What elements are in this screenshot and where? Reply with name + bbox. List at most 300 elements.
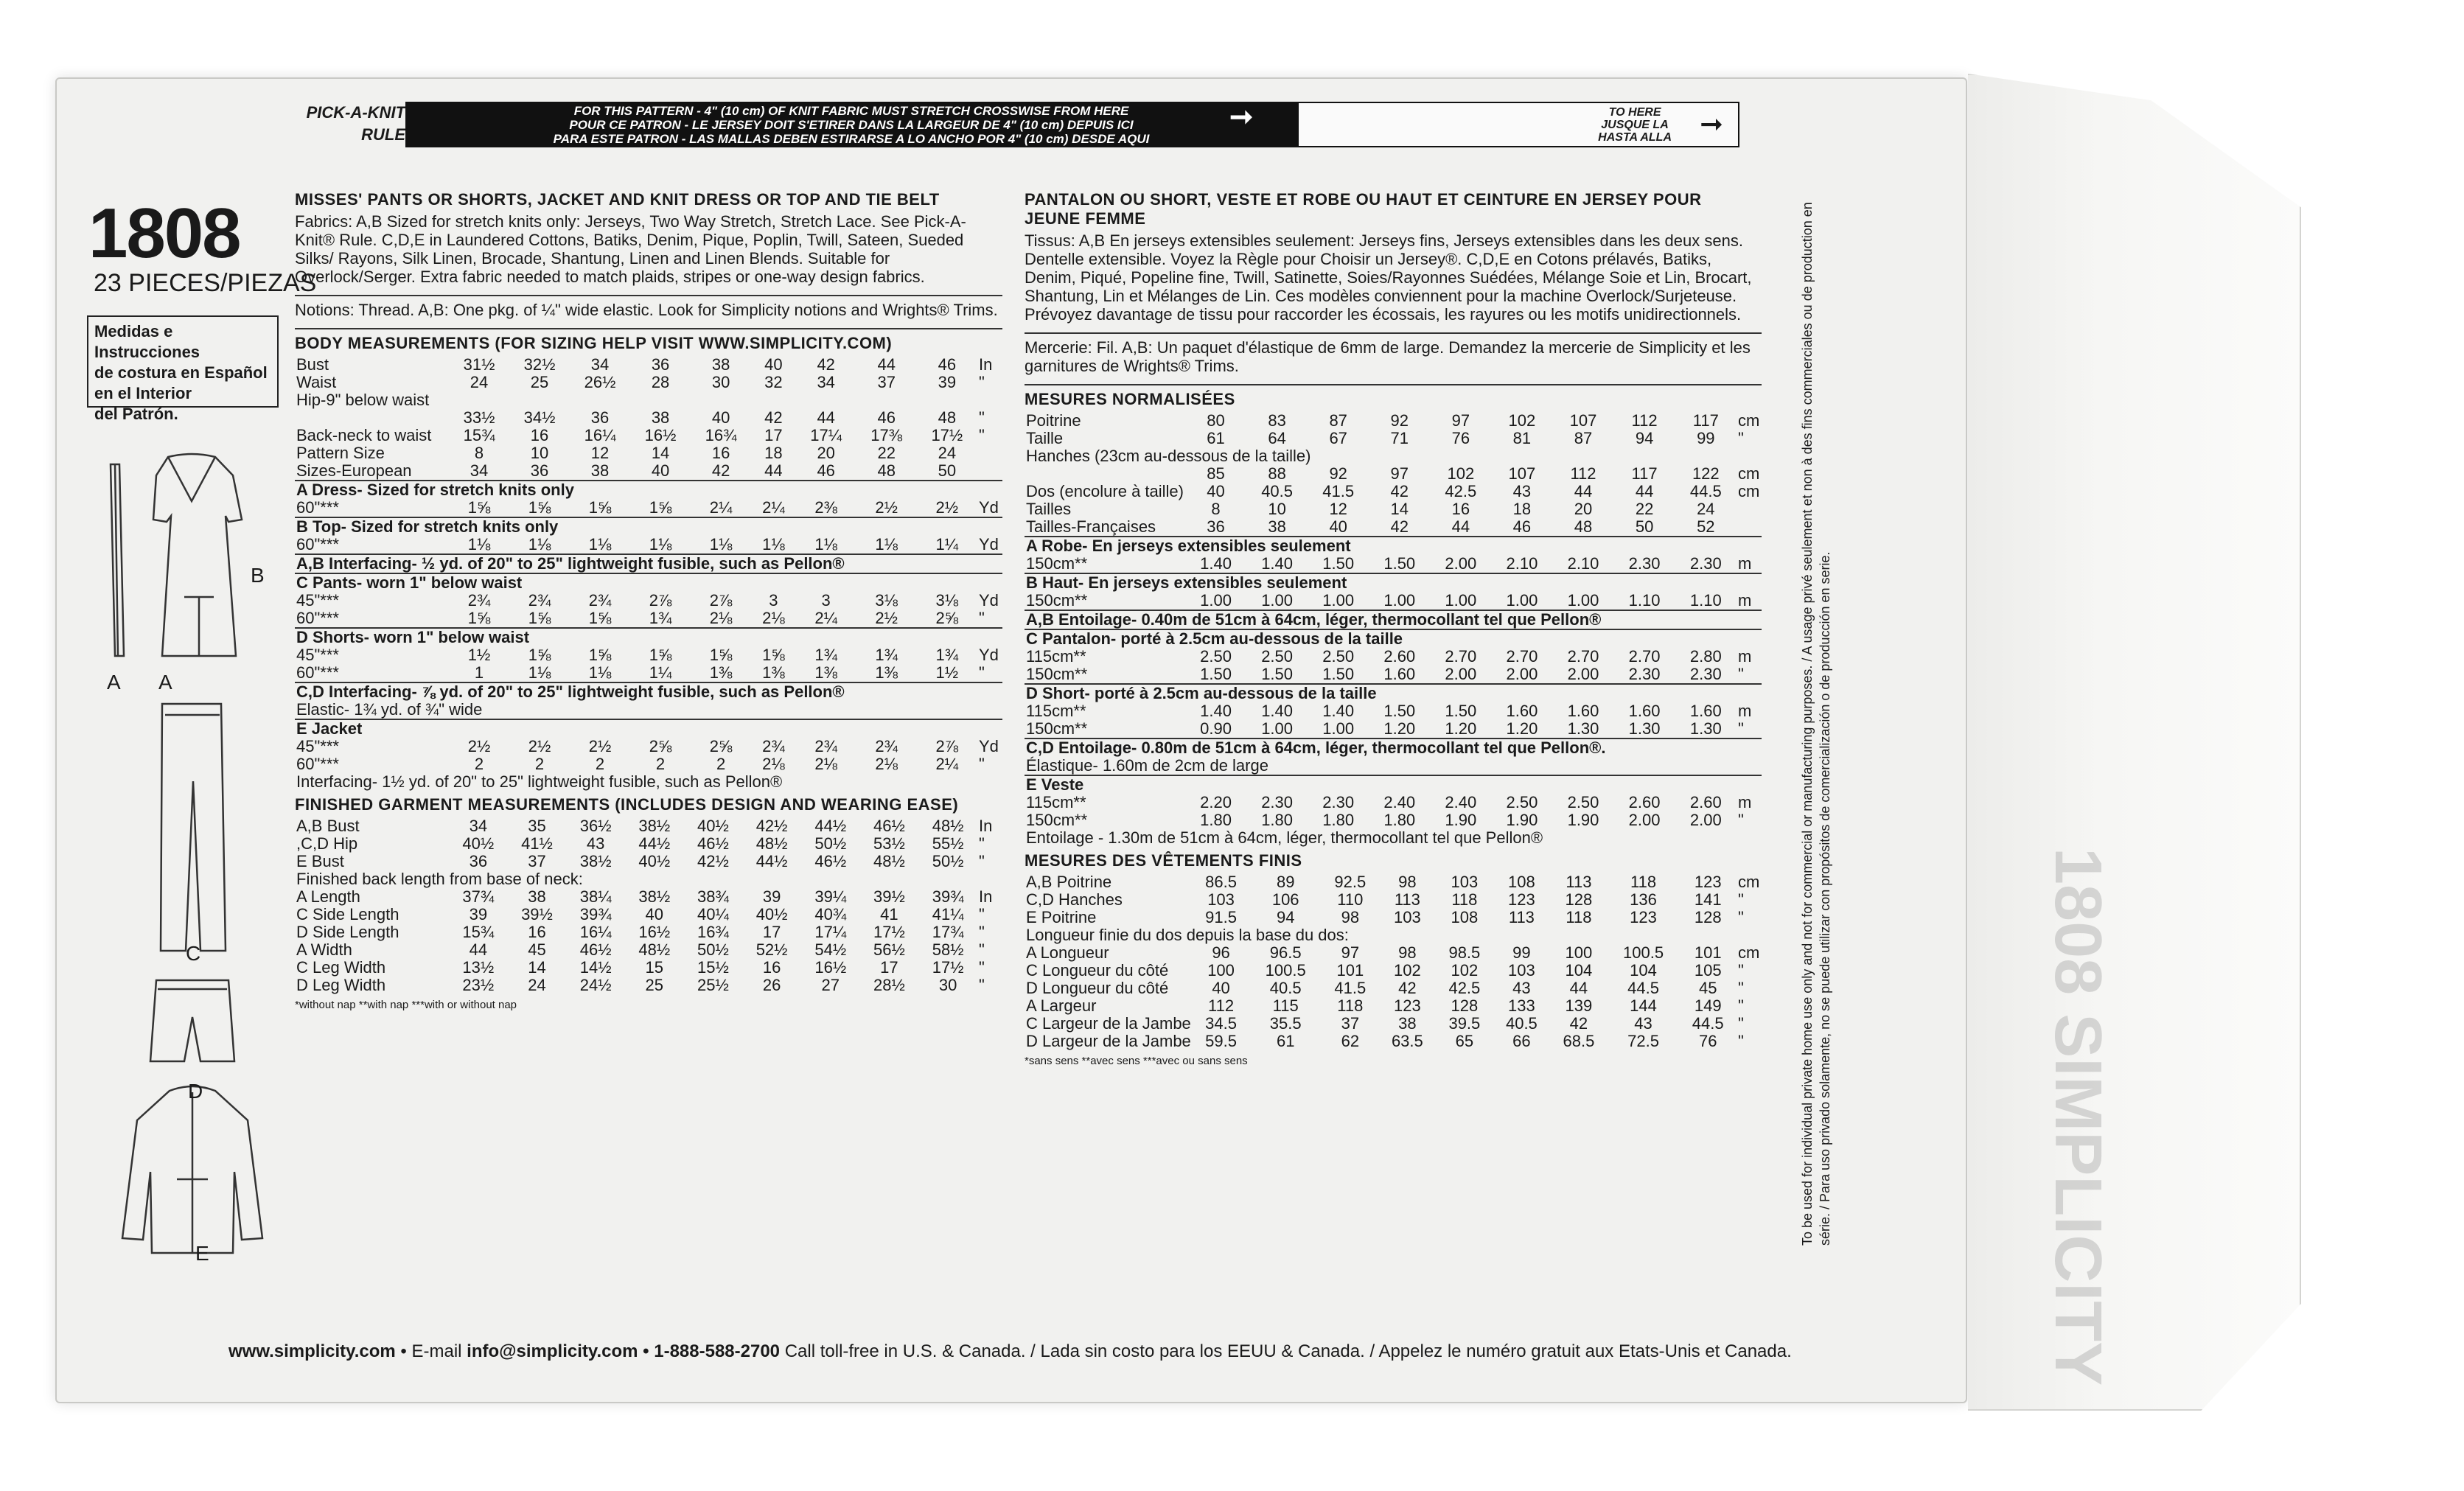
cell-value: 102 xyxy=(1393,961,1421,980)
cell-value xyxy=(796,391,856,409)
row-label: 150cm** xyxy=(1026,554,1088,573)
mercerie-text: Mercerie: Fil. A,B: Un paquet d'élastique de 6mm de large. Demandez la mercerie de Simplicity et les garnitures de Wrights® Trims. xyxy=(1025,338,1762,385)
cell-value: 112 xyxy=(1208,996,1235,1015)
view-label-a: A xyxy=(107,671,121,694)
cell-value: 39¾ xyxy=(932,887,964,906)
cell-value: 14½ xyxy=(579,958,612,977)
cell-unit: " xyxy=(979,958,985,977)
cell-value: 46 xyxy=(938,355,957,374)
cell-value: 2.30 xyxy=(1628,665,1661,683)
body-measurements-title: BODY MEASUREMENTS (FOR SIZING HELP VISIT WWW.SIMPLICITY.COM) xyxy=(295,334,893,352)
table-row xyxy=(1025,648,1762,666)
cell-value: 1¾ xyxy=(935,646,959,664)
cell-value: 1.40 xyxy=(1261,554,1294,573)
table-row xyxy=(295,701,1002,719)
cell-value: 1.00 xyxy=(1506,591,1538,610)
cell-value: 48½ xyxy=(638,940,671,959)
cell-unit: Yd xyxy=(979,535,999,554)
cell-value: 34 xyxy=(469,817,488,835)
cell-value: 26 xyxy=(762,976,781,994)
cell-value: 1.20 xyxy=(1445,719,1477,738)
cell-value: 2.30 xyxy=(1689,554,1722,573)
table-row xyxy=(1025,555,1762,573)
table-row xyxy=(295,853,1002,870)
cell-value: 24 xyxy=(938,444,957,462)
row-label: 45"*** xyxy=(296,646,339,664)
cell-value: 1.20 xyxy=(1383,719,1416,738)
english-footnote: *without nap **with nap ***with or without nap xyxy=(295,999,517,1011)
cell-value: 80 xyxy=(1207,411,1225,430)
cell-value: 48½ xyxy=(755,834,788,853)
cell-value: 104 xyxy=(1565,961,1593,980)
cell-value: 72.5 xyxy=(1627,1032,1659,1050)
row-label: Tailles-Françaises xyxy=(1026,517,1156,536)
cell-value: 107 xyxy=(1569,411,1597,430)
cell-value: 46 xyxy=(1512,517,1532,536)
cell-value: 88 xyxy=(1268,464,1286,483)
table-row xyxy=(295,554,1002,573)
row-label: A Longueur xyxy=(1026,943,1109,962)
cell-unit: " xyxy=(1738,961,1744,980)
row-label: A,B Poitrine xyxy=(1026,873,1112,891)
cell-value: 32 xyxy=(764,373,783,391)
row-label: 60"*** xyxy=(296,535,339,554)
cell-value: 76 xyxy=(1698,1032,1717,1050)
cell-value: 115 xyxy=(1272,996,1299,1015)
cell-value: 112 xyxy=(1570,464,1596,483)
row-label: 115cm** xyxy=(1026,647,1086,666)
table-row xyxy=(295,646,1002,664)
cell-value: 64 xyxy=(1268,429,1286,447)
cell-value: 100 xyxy=(1207,961,1235,980)
table-row xyxy=(295,682,1002,701)
cell-value: 44 xyxy=(1574,482,1593,500)
cell-value: 1⅛ xyxy=(467,535,491,554)
pick-a-knit-label: PICK-A-KNIT RULE xyxy=(306,103,405,144)
row-label: C,D Hanches xyxy=(1026,890,1123,909)
cell-value: 2⅛ xyxy=(762,755,785,773)
cell-value: 102 xyxy=(1451,961,1479,980)
cell-value xyxy=(856,391,917,409)
row-label: 150cm** xyxy=(1026,719,1088,738)
cell-value: 42.5 xyxy=(1448,979,1481,997)
cell-unit xyxy=(1737,500,1762,518)
cell-value: 38 xyxy=(528,887,546,906)
table-row xyxy=(295,444,1002,462)
cell-unit: " xyxy=(979,905,985,923)
row-label: E Poitrine xyxy=(1026,908,1097,926)
cell-value: 71 xyxy=(1390,429,1409,447)
row-label: 150cm** xyxy=(1026,811,1088,829)
cell-value: 97 xyxy=(1451,411,1470,430)
cell-value: 36 xyxy=(651,355,670,374)
cell-value: 123 xyxy=(1694,873,1722,891)
table-row xyxy=(1025,702,1762,720)
cell-value: 33½ xyxy=(463,408,495,427)
cell-value: 38 xyxy=(590,461,610,480)
cell-value xyxy=(570,391,630,409)
table-row xyxy=(1025,684,1762,702)
cell-value: 40 xyxy=(711,408,730,427)
cell-value: 17¼ xyxy=(814,923,847,941)
table-row xyxy=(1025,412,1762,430)
cell-value: 2.20 xyxy=(1200,793,1232,811)
cell-value: 1.20 xyxy=(1506,719,1538,738)
cell-value: 37 xyxy=(528,852,546,870)
cell-value: 103 xyxy=(1393,908,1421,926)
cell-value: 17¾ xyxy=(932,923,964,941)
cell-value: 14 xyxy=(1390,500,1409,518)
cell-value: 2.00 xyxy=(1445,554,1477,573)
cell-value: 15¾ xyxy=(463,426,495,444)
table-row xyxy=(1025,500,1762,518)
cell-value: 52 xyxy=(1697,517,1715,536)
jacket-drawing xyxy=(122,1086,262,1253)
table-row xyxy=(295,870,1002,888)
cell-value: 100 xyxy=(1565,943,1593,962)
table-row xyxy=(295,719,1002,738)
table-row xyxy=(1025,738,1762,757)
cell-value: 38½ xyxy=(638,887,671,906)
cell-value: 2.00 xyxy=(1506,665,1538,683)
cell-value: 40½ xyxy=(638,852,671,870)
website-link[interactable]: www.simplicity.com xyxy=(228,1341,396,1361)
cell-unit: cm xyxy=(1738,482,1760,500)
cell-value: 1.50 xyxy=(1322,554,1355,573)
cell-value: 30 xyxy=(711,373,730,391)
table-row xyxy=(295,573,1002,592)
table-row xyxy=(1025,757,1762,775)
cell-value: 16¼ xyxy=(579,923,612,941)
cell-unit: In xyxy=(979,887,993,906)
cell-value: 2.00 xyxy=(1628,811,1661,829)
cell-value: 39½ xyxy=(521,905,553,923)
arrow-right-icon: ➞ xyxy=(1229,102,1253,133)
cell-value: 99 xyxy=(1512,943,1531,962)
cell-value: 36½ xyxy=(579,817,612,835)
table-row xyxy=(1025,811,1762,829)
cell-value: 22 xyxy=(877,444,896,462)
cell-value: 18 xyxy=(764,444,783,462)
row-label: A Length xyxy=(296,887,360,906)
cell-value: 8 xyxy=(474,444,484,462)
cell-value: 1.00 xyxy=(1445,591,1477,610)
row-label: C Longueur du côté xyxy=(1026,961,1169,980)
cell-value: 1¾ xyxy=(875,646,898,664)
cell-value: 1.40 xyxy=(1261,702,1294,720)
cell-value: 46 xyxy=(817,461,835,480)
table-row xyxy=(295,610,1002,628)
cell-value: 1½ xyxy=(467,646,491,664)
cell-value: 1.80 xyxy=(1322,811,1355,829)
row-label: Interfacing- 1½ yd. of 20" to 25" lightweight fusible, such as Pellon® xyxy=(296,772,783,791)
cell-value: 20 xyxy=(1574,500,1593,518)
cell-value: 16½ xyxy=(638,923,671,941)
cell-value: 1.50 xyxy=(1322,665,1355,683)
cell-value: 46½ xyxy=(873,817,905,835)
cell-value: 25 xyxy=(645,976,664,994)
tollfree-text: Call toll-free in U.S. & Canada. / Lada sin costo para los EEUU & Canada. / Appelez le numéro gratuit aux Etats-Unis et Canada. xyxy=(784,1341,1792,1361)
cell-value: 43 xyxy=(1512,979,1531,997)
cell-value: 40 xyxy=(651,461,670,480)
cell-value: 2⅝ xyxy=(709,737,733,755)
cell-value: 1⅛ xyxy=(528,663,551,682)
cell-value: 1⅝ xyxy=(528,498,551,517)
cell-value: 18 xyxy=(1512,500,1532,518)
cell-value: 28 xyxy=(651,373,670,391)
table-row xyxy=(295,462,1002,481)
row-label: Élastique- 1.60m de 2cm de large xyxy=(1026,756,1268,775)
row-label: 60"*** xyxy=(296,609,339,627)
cell-value: 103 xyxy=(1451,873,1479,891)
cell-value: 42 xyxy=(764,408,783,427)
cell-value: 133 xyxy=(1508,996,1535,1015)
cell-value: 61 xyxy=(1207,429,1225,447)
table-row xyxy=(1025,629,1762,648)
row-label: B Haut- En jerseys extensibles seulement xyxy=(1025,573,1762,592)
cell-value: 1.50 xyxy=(1383,554,1416,573)
cell-unit: " xyxy=(1738,890,1744,909)
cell-value: 10 xyxy=(530,444,549,462)
cell-unit: m xyxy=(1738,591,1752,610)
cell-value: 44 xyxy=(877,355,896,374)
view-label-a2: A xyxy=(158,671,172,694)
cell-value: 39 xyxy=(762,887,781,906)
cell-value: 1⅝ xyxy=(467,498,491,517)
cell-value: 38 xyxy=(1398,1014,1417,1033)
table-row xyxy=(1025,997,1762,1015)
cell-value: 10 xyxy=(1268,500,1286,518)
cell-value: 1.30 xyxy=(1689,719,1722,738)
french-finished-table xyxy=(1025,873,1762,1050)
cell-value: 34½ xyxy=(523,408,556,427)
cell-unit: " xyxy=(979,373,985,391)
cell-value: 16 xyxy=(1451,500,1470,518)
cell-value: 92 xyxy=(1329,464,1347,483)
cell-value: 1.00 xyxy=(1567,591,1599,610)
row-label: E Jacket xyxy=(295,719,1002,738)
cell-value: 17⅜ xyxy=(870,426,903,444)
cell-value: 17¼ xyxy=(810,426,842,444)
row-label: D Shorts- worn 1" below waist xyxy=(295,628,1002,646)
row-label: Hanches (23cm au-dessous de la taille) xyxy=(1026,447,1311,465)
cell-value: 39¾ xyxy=(579,905,612,923)
cell-value: 44 xyxy=(1569,979,1588,997)
cell-value: 2¾ xyxy=(528,591,551,610)
arrow-right-icon: ➞ xyxy=(1700,109,1723,140)
cell-value: 104 xyxy=(1630,961,1657,980)
cell-value xyxy=(751,391,796,409)
cell-value: 28½ xyxy=(873,976,905,994)
cell-value: 44 xyxy=(1635,482,1654,500)
view-label-d: D xyxy=(188,1080,203,1103)
table-row xyxy=(1025,610,1762,629)
row-label: Back-neck to waist xyxy=(296,426,432,444)
cell-value: 89 xyxy=(1276,873,1295,891)
cell-unit: " xyxy=(1738,996,1744,1015)
table-row xyxy=(1025,944,1762,962)
english-finished-table xyxy=(295,817,1002,994)
cell-value: 1⅜ xyxy=(709,663,733,682)
cell-value: 44½ xyxy=(755,852,788,870)
row-label xyxy=(1025,465,1185,483)
table-row xyxy=(1025,980,1762,997)
cell-value: 38 xyxy=(711,355,730,374)
cell-value: 1⅝ xyxy=(588,646,612,664)
row-label: C Pants- worn 1" below waist xyxy=(295,573,1002,592)
row-label: 150cm** xyxy=(1026,591,1088,610)
cell-value: 105 xyxy=(1694,961,1722,980)
email-link[interactable]: info@simplicity.com xyxy=(467,1341,638,1361)
cell-value: 2¾ xyxy=(875,737,898,755)
table-row xyxy=(1025,1033,1762,1050)
cell-value: 17½ xyxy=(931,426,963,444)
cell-value: 2.50 xyxy=(1506,793,1538,811)
cell-value: 2⅛ xyxy=(814,755,837,773)
cell-unit: Yd xyxy=(979,591,999,610)
cell-unit: " xyxy=(1738,811,1744,829)
cell-value: 103 xyxy=(1508,961,1535,980)
cell-value: 2.60 xyxy=(1628,793,1661,811)
english-title: MISSES' PANTS OR SHORTS, JACKET AND KNIT DRESS OR TOP AND TIE BELT xyxy=(295,190,940,209)
cell-unit: " xyxy=(979,663,985,682)
cell-value: 65 xyxy=(1455,1032,1474,1050)
cell-value: 1.60 xyxy=(1628,702,1661,720)
cell-value: 1⅛ xyxy=(588,535,612,554)
cell-unit: " xyxy=(979,426,985,444)
cell-unit: cm xyxy=(1738,464,1760,483)
cell-value: 1 xyxy=(474,663,484,682)
table-row xyxy=(1025,465,1762,483)
cell-unit: " xyxy=(979,408,985,427)
row-label: Waist xyxy=(296,373,337,391)
cell-value: 92 xyxy=(1390,411,1409,430)
row-label: A Dress- Sized for stretch knits only xyxy=(295,481,1002,499)
cell-value: 83 xyxy=(1268,411,1286,430)
cell-value: 44 xyxy=(1451,517,1470,536)
cell-unit xyxy=(977,462,1002,481)
cell-value: 48½ xyxy=(932,817,964,835)
cell-value: 2 xyxy=(595,755,605,773)
cell-value: 2.30 xyxy=(1689,665,1722,683)
cell-value: 40 xyxy=(645,905,664,923)
cell-value: 48 xyxy=(938,408,957,427)
cell-value: 58½ xyxy=(932,940,964,959)
usage-notice: To be used for individual private home use only and not for commercial or manufacturing purposes. / A usage privé seulement et non à des fins commerciales ou de production en série. / Para uso privado solamente, no se puede utilizar con propósitos de comercialización o de producción en serie. xyxy=(1800,202,1832,1246)
table-row xyxy=(295,374,1002,391)
row-label: Tailles xyxy=(1026,500,1072,518)
row-label: A Largeur xyxy=(1026,996,1097,1015)
cell-value: 85 xyxy=(1207,464,1225,483)
cell-value: 43 xyxy=(1634,1014,1652,1033)
table-row xyxy=(1025,962,1762,980)
cell-value: 123 xyxy=(1508,890,1535,909)
cell-value: 24 xyxy=(470,373,489,391)
table-row xyxy=(295,923,1002,941)
cell-value: 1.80 xyxy=(1200,811,1232,829)
cell-value: 42½ xyxy=(697,852,729,870)
cell-value: 98 xyxy=(1398,943,1417,962)
cell-value: 98 xyxy=(1341,908,1360,926)
pants-drawing xyxy=(161,704,226,951)
cell-value: 1.60 xyxy=(1689,702,1722,720)
garment-line-drawings xyxy=(88,435,287,1268)
cell-value: 42 xyxy=(817,355,835,374)
table-row xyxy=(295,517,1002,536)
cell-value: 1⅝ xyxy=(528,609,551,627)
row-label: 115cm** xyxy=(1026,793,1086,811)
cell-unit: Yd xyxy=(979,737,999,755)
cell-value: 20 xyxy=(817,444,835,462)
cell-value: 44 xyxy=(817,408,835,427)
cell-value: 118 xyxy=(1451,890,1478,909)
cell-value: 102 xyxy=(1508,411,1536,430)
cell-value: 34.5 xyxy=(1205,1014,1237,1033)
row-label: Taille xyxy=(1026,429,1064,447)
cell-value: 63.5 xyxy=(1391,1032,1423,1050)
cell-value: 46½ xyxy=(579,940,612,959)
cell-value: 1.30 xyxy=(1628,719,1661,738)
table-row xyxy=(1025,430,1762,447)
cell-value: 40.5 xyxy=(1261,482,1294,500)
cell-value: 45 xyxy=(528,940,546,959)
cell-value: 1.90 xyxy=(1506,811,1538,829)
cell-value: 2½ xyxy=(875,609,898,627)
row-label: Entoilage - 1.30m de 51cm à 64cm, léger, thermocollant tel que Pellon® xyxy=(1026,828,1543,847)
cell-value: 40.5 xyxy=(1269,979,1302,997)
cell-value: 1⅝ xyxy=(588,609,612,627)
cell-value: 24 xyxy=(528,976,546,994)
table-row xyxy=(295,499,1002,517)
cell-value: 108 xyxy=(1451,908,1479,926)
cell-value: 2½ xyxy=(528,737,551,755)
cell-value: 2⅛ xyxy=(709,609,733,627)
cell-value: 66 xyxy=(1512,1032,1531,1050)
cell-value: 25 xyxy=(530,373,549,391)
cell-value: 59.5 xyxy=(1205,1032,1237,1050)
cell-value: 34 xyxy=(817,373,835,391)
cell-value: 50½ xyxy=(932,852,964,870)
cell-value: 42 xyxy=(1569,1014,1588,1033)
cell-value: 36 xyxy=(1207,517,1225,536)
cell-unit: " xyxy=(1738,979,1744,997)
cell-value: 36 xyxy=(590,408,610,427)
cell-value: 38½ xyxy=(579,852,612,870)
cell-unit: " xyxy=(979,976,985,994)
envelope-flap xyxy=(1968,74,2301,1411)
cell-value: 76 xyxy=(1451,429,1470,447)
row-label: C Leg Width xyxy=(296,958,386,977)
cell-value: 3⅛ xyxy=(875,591,898,610)
table-row xyxy=(295,664,1002,682)
pattern-number: 1808 xyxy=(88,194,240,273)
english-yardage-table xyxy=(295,356,1002,791)
cell-value: 15 xyxy=(645,958,664,977)
cell-unit xyxy=(1737,518,1762,537)
cell-value: 40½ xyxy=(462,834,495,853)
cell-value: 149 xyxy=(1694,996,1722,1015)
row-label: C,D Interfacing- ⅞ yd. of 20" to 25" lightweight fusible, such as Pellon® xyxy=(295,682,1002,701)
cell-unit: m xyxy=(1738,647,1752,666)
cell-value: 123 xyxy=(1393,996,1421,1015)
cell-value: 16 xyxy=(762,958,781,977)
table-row xyxy=(295,628,1002,646)
cell-value: 16½ xyxy=(644,426,677,444)
table-row xyxy=(295,941,1002,959)
cell-value: 14 xyxy=(528,958,546,977)
cell-value: 35.5 xyxy=(1269,1014,1302,1033)
cell-value: 39 xyxy=(938,373,957,391)
